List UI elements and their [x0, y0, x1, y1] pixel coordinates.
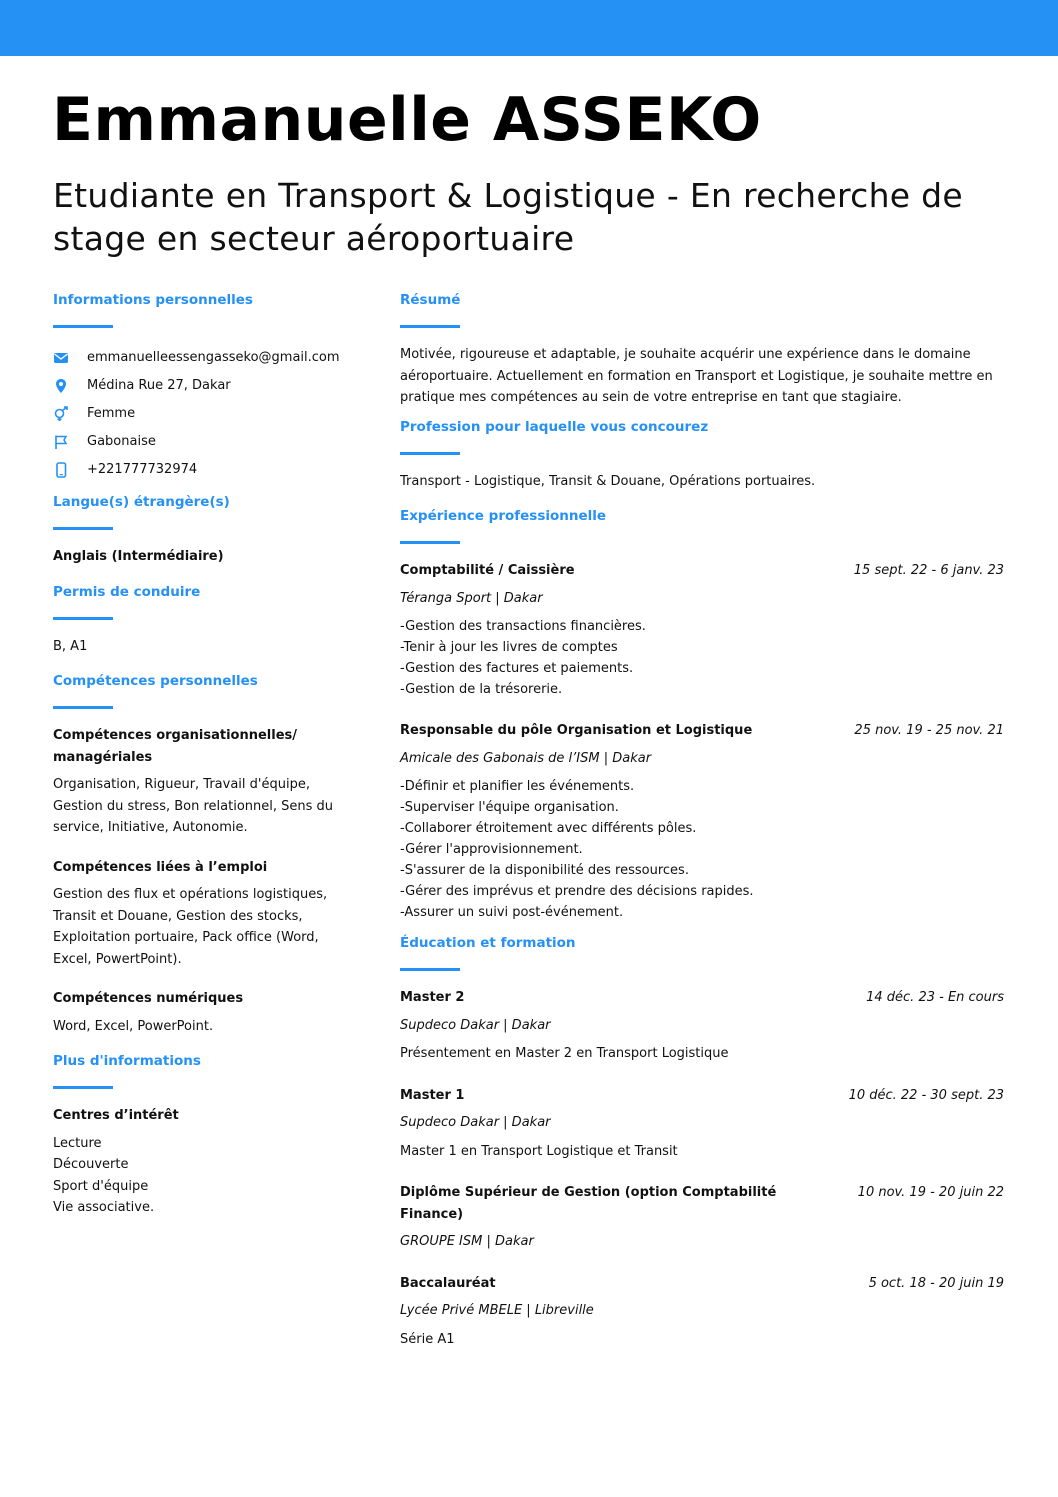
skill-group-text: Gestion des flux et opérations logistiques, Transit et Douane, Gestion des stocks, Exploitation portuaire, Pack office (Word, Excel, PowertPoint).	[53, 887, 328, 967]
personal-info-section	[53, 290, 353, 484]
flag-icon	[53, 434, 69, 450]
experience-entry	[400, 560, 1004, 700]
degree-description: Série A1	[400, 1331, 455, 1347]
email-icon	[53, 350, 69, 366]
interests-list	[53, 1133, 353, 1219]
job-task: -Définir et planifier les événements.	[400, 779, 635, 794]
section-title: Plus d'informations	[53, 1053, 201, 1069]
job-dates: 25 nov. 19 - 25 nov. 21	[854, 723, 1004, 738]
right-column	[400, 290, 1004, 1370]
section-title: Expérience professionnelle	[400, 508, 607, 524]
interest-item: Sport d'équipe	[53, 1178, 149, 1194]
job-employer: Amicale des Gabonais de l’ISM | Dakar	[400, 750, 652, 766]
left-column	[53, 290, 353, 1219]
interests-heading: Centres d’intérêt	[53, 1108, 179, 1123]
interest-item: Découverte	[53, 1157, 129, 1172]
interest-item: Lecture	[53, 1135, 102, 1151]
education-section	[400, 933, 1004, 1350]
section-divider	[400, 968, 460, 971]
section-divider	[400, 541, 460, 544]
job-task: -Gérer l'approvisionnement.	[400, 842, 583, 857]
job-title: Responsable du pôle Organisation et Logistique	[400, 723, 753, 738]
degree-dates: 5 oct. 18 - 20 juin 19	[868, 1275, 1004, 1291]
degree-title: Master 2	[400, 990, 465, 1005]
email-value[interactable]: emmanuelleessengasseko@gmail.com	[87, 350, 340, 365]
degree-dates: 14 déc. 23 - En cours	[866, 990, 1004, 1005]
info-address	[53, 372, 353, 400]
education-entry	[400, 1085, 1004, 1163]
section-divider	[400, 325, 460, 328]
driving-license-section	[53, 582, 353, 658]
degree-dates: 10 déc. 22 - 30 sept. 23	[848, 1087, 1004, 1103]
section-divider	[53, 617, 113, 620]
degree-title: Baccalauréat	[400, 1275, 496, 1291]
job-task: -Gérer des imprévus et prendre des décisions rapides.	[400, 884, 754, 899]
license-value: B, A1	[53, 638, 88, 654]
job-task: -Gestion des factures et paiements.	[400, 661, 634, 676]
school-name: Supdeco Dakar | Dakar	[400, 1017, 551, 1033]
section-title: Compétences personnelles	[53, 673, 258, 689]
candidate-name: Emmanuelle ASSEKO	[52, 85, 762, 155]
degree-dates: 10 nov. 19 - 20 juin 22	[857, 1185, 1004, 1200]
language-value: Anglais (Intermédiaire)	[53, 549, 224, 564]
info-email	[53, 344, 353, 372]
degree-description: Présentement en Master 2 en Transport Logistique	[400, 1046, 729, 1061]
experience-entry	[400, 720, 1004, 923]
experience-section	[400, 506, 1004, 923]
degree-title: Master 1	[400, 1087, 465, 1103]
job-task: -Superviser l'équipe organisation.	[400, 800, 619, 815]
section-title: Éducation et formation	[400, 935, 576, 951]
phone-value[interactable]: +221777732974	[87, 462, 198, 477]
section-title: Informations personnelles	[53, 292, 253, 308]
education-entry	[400, 1273, 1004, 1351]
section-divider	[53, 325, 113, 328]
info-nationality	[53, 428, 353, 456]
top-accent-bar	[0, 0, 1058, 56]
location-pin-icon	[53, 378, 69, 394]
section-divider	[53, 527, 113, 530]
profession-text: Transport - Logistique, Transit & Douane, Opérations portuaires.	[400, 473, 816, 489]
summary-section	[400, 290, 1004, 409]
education-entry	[400, 987, 1004, 1065]
degree-title: Diplôme Supérieur de Gestion (option Comptabilité Finance)	[400, 1185, 777, 1222]
school-name: GROUPE ISM | Dakar	[400, 1234, 534, 1249]
section-divider	[400, 452, 460, 455]
school-name: Lycée Privé MBELE | Libreville	[400, 1303, 594, 1318]
languages-section	[53, 492, 353, 568]
skill-group-text: Organisation, Rigueur, Travail d'équipe, Gestion du stress, Bon relationnel, Sens du service, Initiative, Autonomie.	[53, 777, 334, 835]
job-task: -Gestion des transactions financières.	[400, 619, 646, 634]
phone-icon	[53, 462, 69, 478]
skill-group-text: Word, Excel, PowerPoint.	[53, 1018, 214, 1034]
job-task: -S'assurer de la disponibilité des ressources.	[400, 863, 689, 878]
info-gender	[53, 400, 353, 428]
section-divider	[53, 1086, 113, 1089]
address-value: Médina Rue 27, Dakar	[87, 378, 231, 393]
job-task: -Gestion de la trésorerie.	[400, 682, 563, 697]
job-task: -Tenir à jour les livres de comptes	[400, 640, 618, 655]
interest-item: Vie associative.	[53, 1200, 155, 1215]
job-title: Comptabilité / Caissière	[400, 563, 575, 578]
job-task: -Assurer un suivi post-événement.	[400, 905, 624, 920]
skill-group-heading: Compétences liées à l’emploi	[53, 859, 268, 875]
gender-icon	[53, 406, 69, 422]
section-title: Permis de conduire	[53, 583, 201, 600]
profession-section	[400, 417, 1004, 493]
info-phone	[53, 456, 353, 484]
gender-value: Femme	[87, 406, 136, 421]
skills-section	[53, 671, 353, 1037]
job-dates: 15 sept. 22 - 6 janv. 23	[853, 563, 1004, 578]
section-divider	[53, 706, 113, 709]
education-entry	[400, 1182, 1004, 1253]
skill-group-heading: Compétences numériques	[53, 991, 244, 1006]
section-title: Résumé	[400, 292, 461, 308]
section-title: Langue(s) étrangère(s)	[53, 494, 230, 510]
degree-description: Master 1 en Transport Logistique et Transit	[400, 1143, 678, 1159]
school-name: Supdeco Dakar | Dakar	[400, 1115, 551, 1130]
nationality-value: Gabonaise	[87, 434, 156, 449]
skill-group-heading: Compétences organisationnelles/ managériales	[53, 728, 297, 765]
candidate-headline: Etudiante en Transport & Logistique - En recherche de stage en secteur aéroportuaire	[53, 176, 964, 258]
section-title: Profession pour laquelle vous concourez	[400, 418, 709, 435]
more-info-section	[53, 1051, 353, 1219]
job-task: -Collaborer étroitement avec différents pôles.	[400, 821, 697, 836]
job-employer: Téranga Sport | Dakar	[400, 590, 543, 606]
summary-text: Motivée, rigoureuse et adaptable, je souhaite acquérir une expérience dans le domaine aéroportuaire. Actuellement en formation en Transport et Logistique, je souhaite mettre en pratique mes compétences au sein de votre entreprise en tant que stagiaire.	[400, 347, 993, 405]
